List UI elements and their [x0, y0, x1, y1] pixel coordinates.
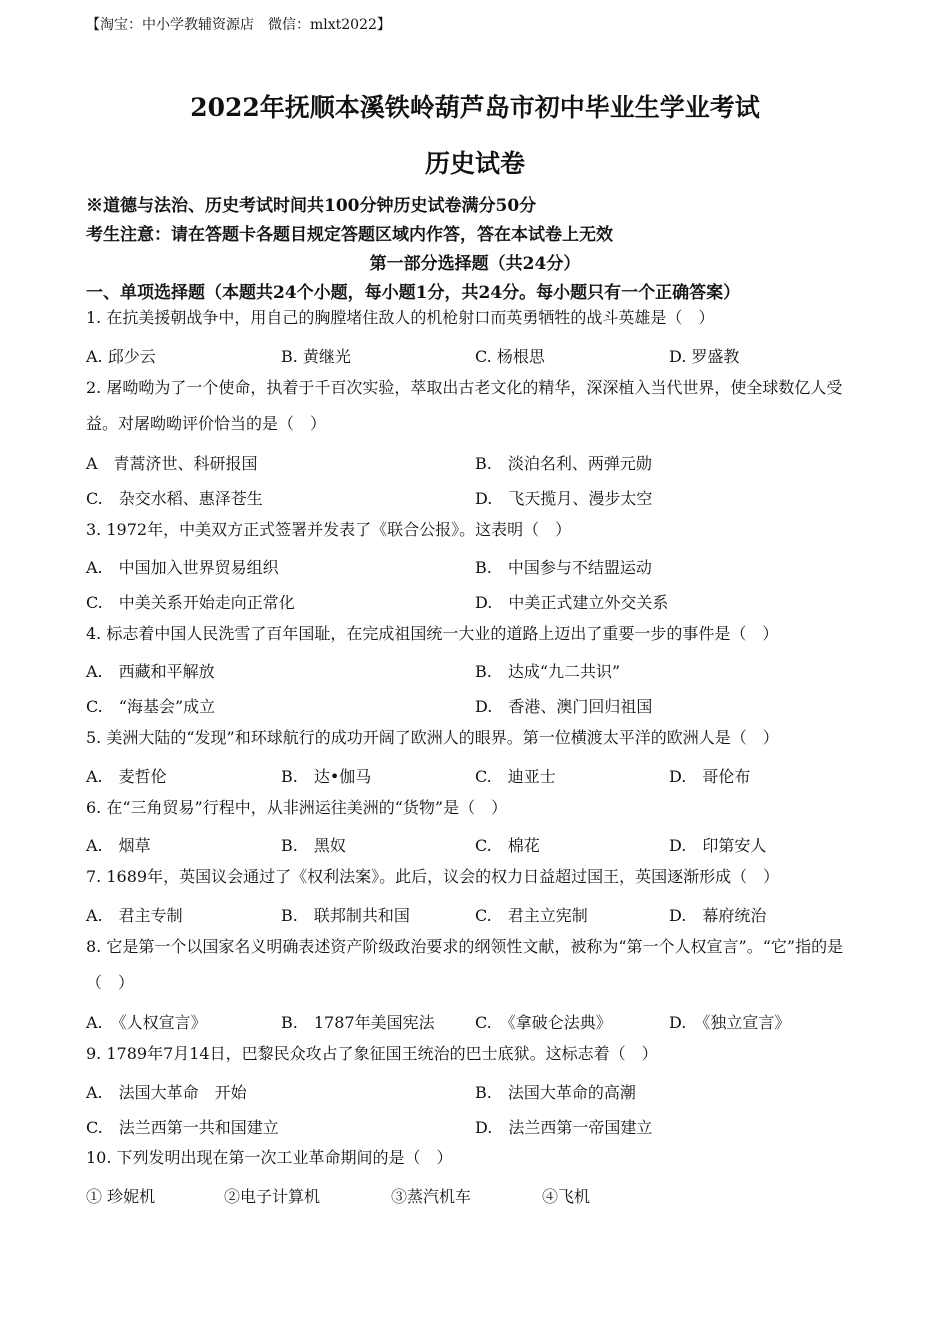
option: ④飞机 [542, 1187, 591, 1206]
question-stem: 6. 在“三角贸易”行程中，从非洲运往美洲的“货物”是（ ） [86, 798, 508, 817]
question-stem: 5. 美洲大陆的“发现”和环球航行的成功开阔了欧洲人的眼界。第一位横渡太平洋的欧洲人是（ ） [86, 728, 779, 747]
option: C. 法兰西第一共和国建立 [86, 1118, 279, 1137]
section-title: 一、单项选择题（本题共24个小题，每小题1分，共24分。每小题只有一个正确答案） [86, 283, 741, 303]
option: D. 幕府统治 [669, 906, 767, 925]
option: C. “海基会”成立 [86, 697, 216, 716]
option: D. 哥伦布 [669, 767, 751, 786]
exam-subtitle: 历史试卷 [424, 149, 525, 178]
option: A. 邱少云 [86, 347, 156, 366]
option: A. 中国加入世界贸易组织 [86, 558, 279, 577]
option: D. 法兰西第一帝国建立 [475, 1118, 653, 1137]
option: A. 法国大革命 开始 [86, 1083, 247, 1102]
option: D. 《独立宣言》 [669, 1013, 791, 1032]
option: ②电子计算机 [224, 1187, 321, 1206]
option: B. 黑奴 [281, 836, 346, 855]
option: D. 香港、澳门回归祖国 [475, 697, 653, 716]
question-stem: 2. 屠呦呦为了一个使命，执着于千百次实验，萃取出古老文化的精华，深深植入当代世界，使全球数亿人受益。对屠呦呦评价恰当的是（ ） [86, 378, 843, 433]
question-stem: 10. 下列发明出现在第一次工业革命期间的是（ ） [86, 1148, 453, 1167]
notice-time: ※道德与法治、历史考试时间共100分钟历史试卷满分50分 [86, 196, 537, 216]
option: B. 达•伽马 [281, 767, 372, 786]
option: B. 黄继光 [281, 347, 351, 366]
option: A 青蒿济世、科研报国 [86, 454, 258, 473]
option: B. 法国大革命的高潮 [475, 1083, 636, 1102]
question-stem: 4. 标志着中国人民洗雪了百年国耻，在完成祖国统一大业的道路上迈出了重要一步的事件是（ ） [86, 624, 779, 643]
header-note: 【淘宝：中小学教辅资源店 微信：mlxt2022】 [86, 17, 391, 33]
option: ① 珍妮机 [86, 1187, 156, 1206]
option: ③蒸汽机车 [391, 1187, 472, 1206]
option: C. 杨根思 [475, 347, 545, 366]
option: D. 中美正式建立外交关系 [475, 593, 669, 612]
question-stem: 7. 1689年，英国议会通过了《权利法案》。此后，议会的权力日益超过国王，英国逐渐形成（ ） [86, 867, 780, 886]
question-stem: 3. 1972年，中美双方正式签署并发表了《联合公报》。这表明（ ） [86, 520, 572, 539]
option: C. 君主立宪制 [475, 906, 588, 925]
option: C. 迪亚士 [475, 767, 556, 786]
option: D. 罗盛教 [669, 347, 740, 366]
option: D. 印第安人 [669, 836, 767, 855]
question-stem: 8. 它是第一个以国家名义明确表述资产阶级政治要求的纲领性文献，被称为“第一个人权宣言”。“它”指的是（ ） [86, 937, 844, 992]
option: B. 中国参与不结盟运动 [475, 558, 652, 577]
option: C. 中美关系开始走向正常化 [86, 593, 295, 612]
option: A. 《人权宣言》 [86, 1013, 207, 1032]
notice-answer: 考生注意：请在答题卡各题目规定答题区域内作答，答在本试卷上无效 [86, 225, 613, 245]
option: B. 淡泊名利、两弹元勋 [475, 454, 652, 473]
option: D. 飞天揽月、漫步太空 [475, 489, 653, 508]
part-title: 第一部分选择题（共24分） [369, 254, 581, 274]
exam-title: 2022年抚顺本溪铁岭葫芦岛市初中毕业生学业考试 [190, 93, 760, 122]
option: B. 1787年美国宪法 [281, 1013, 435, 1032]
option: B. 达成“九二共识” [475, 662, 621, 681]
option: A. 烟草 [86, 836, 151, 855]
option: A. 麦哲伦 [86, 767, 167, 786]
option: A. 西藏和平解放 [86, 662, 215, 681]
option: C. 棉花 [475, 836, 540, 855]
option: C. 《拿破仑法典》 [475, 1013, 612, 1032]
question-stem: 9. 1789年7月14日，巴黎民众攻占了象征国王统治的巴士底狱。这标志着（ ） [86, 1044, 658, 1063]
option: C. 杂交水稻、惠泽苍生 [86, 489, 263, 508]
option: B. 联邦制共和国 [281, 906, 410, 925]
question-stem: 1. 在抗美援朝战争中，用自己的胸膛堵住敌人的机枪射口而英勇牺牲的战斗英雄是（ ） [86, 308, 715, 327]
option: A. 君主专制 [86, 906, 183, 925]
